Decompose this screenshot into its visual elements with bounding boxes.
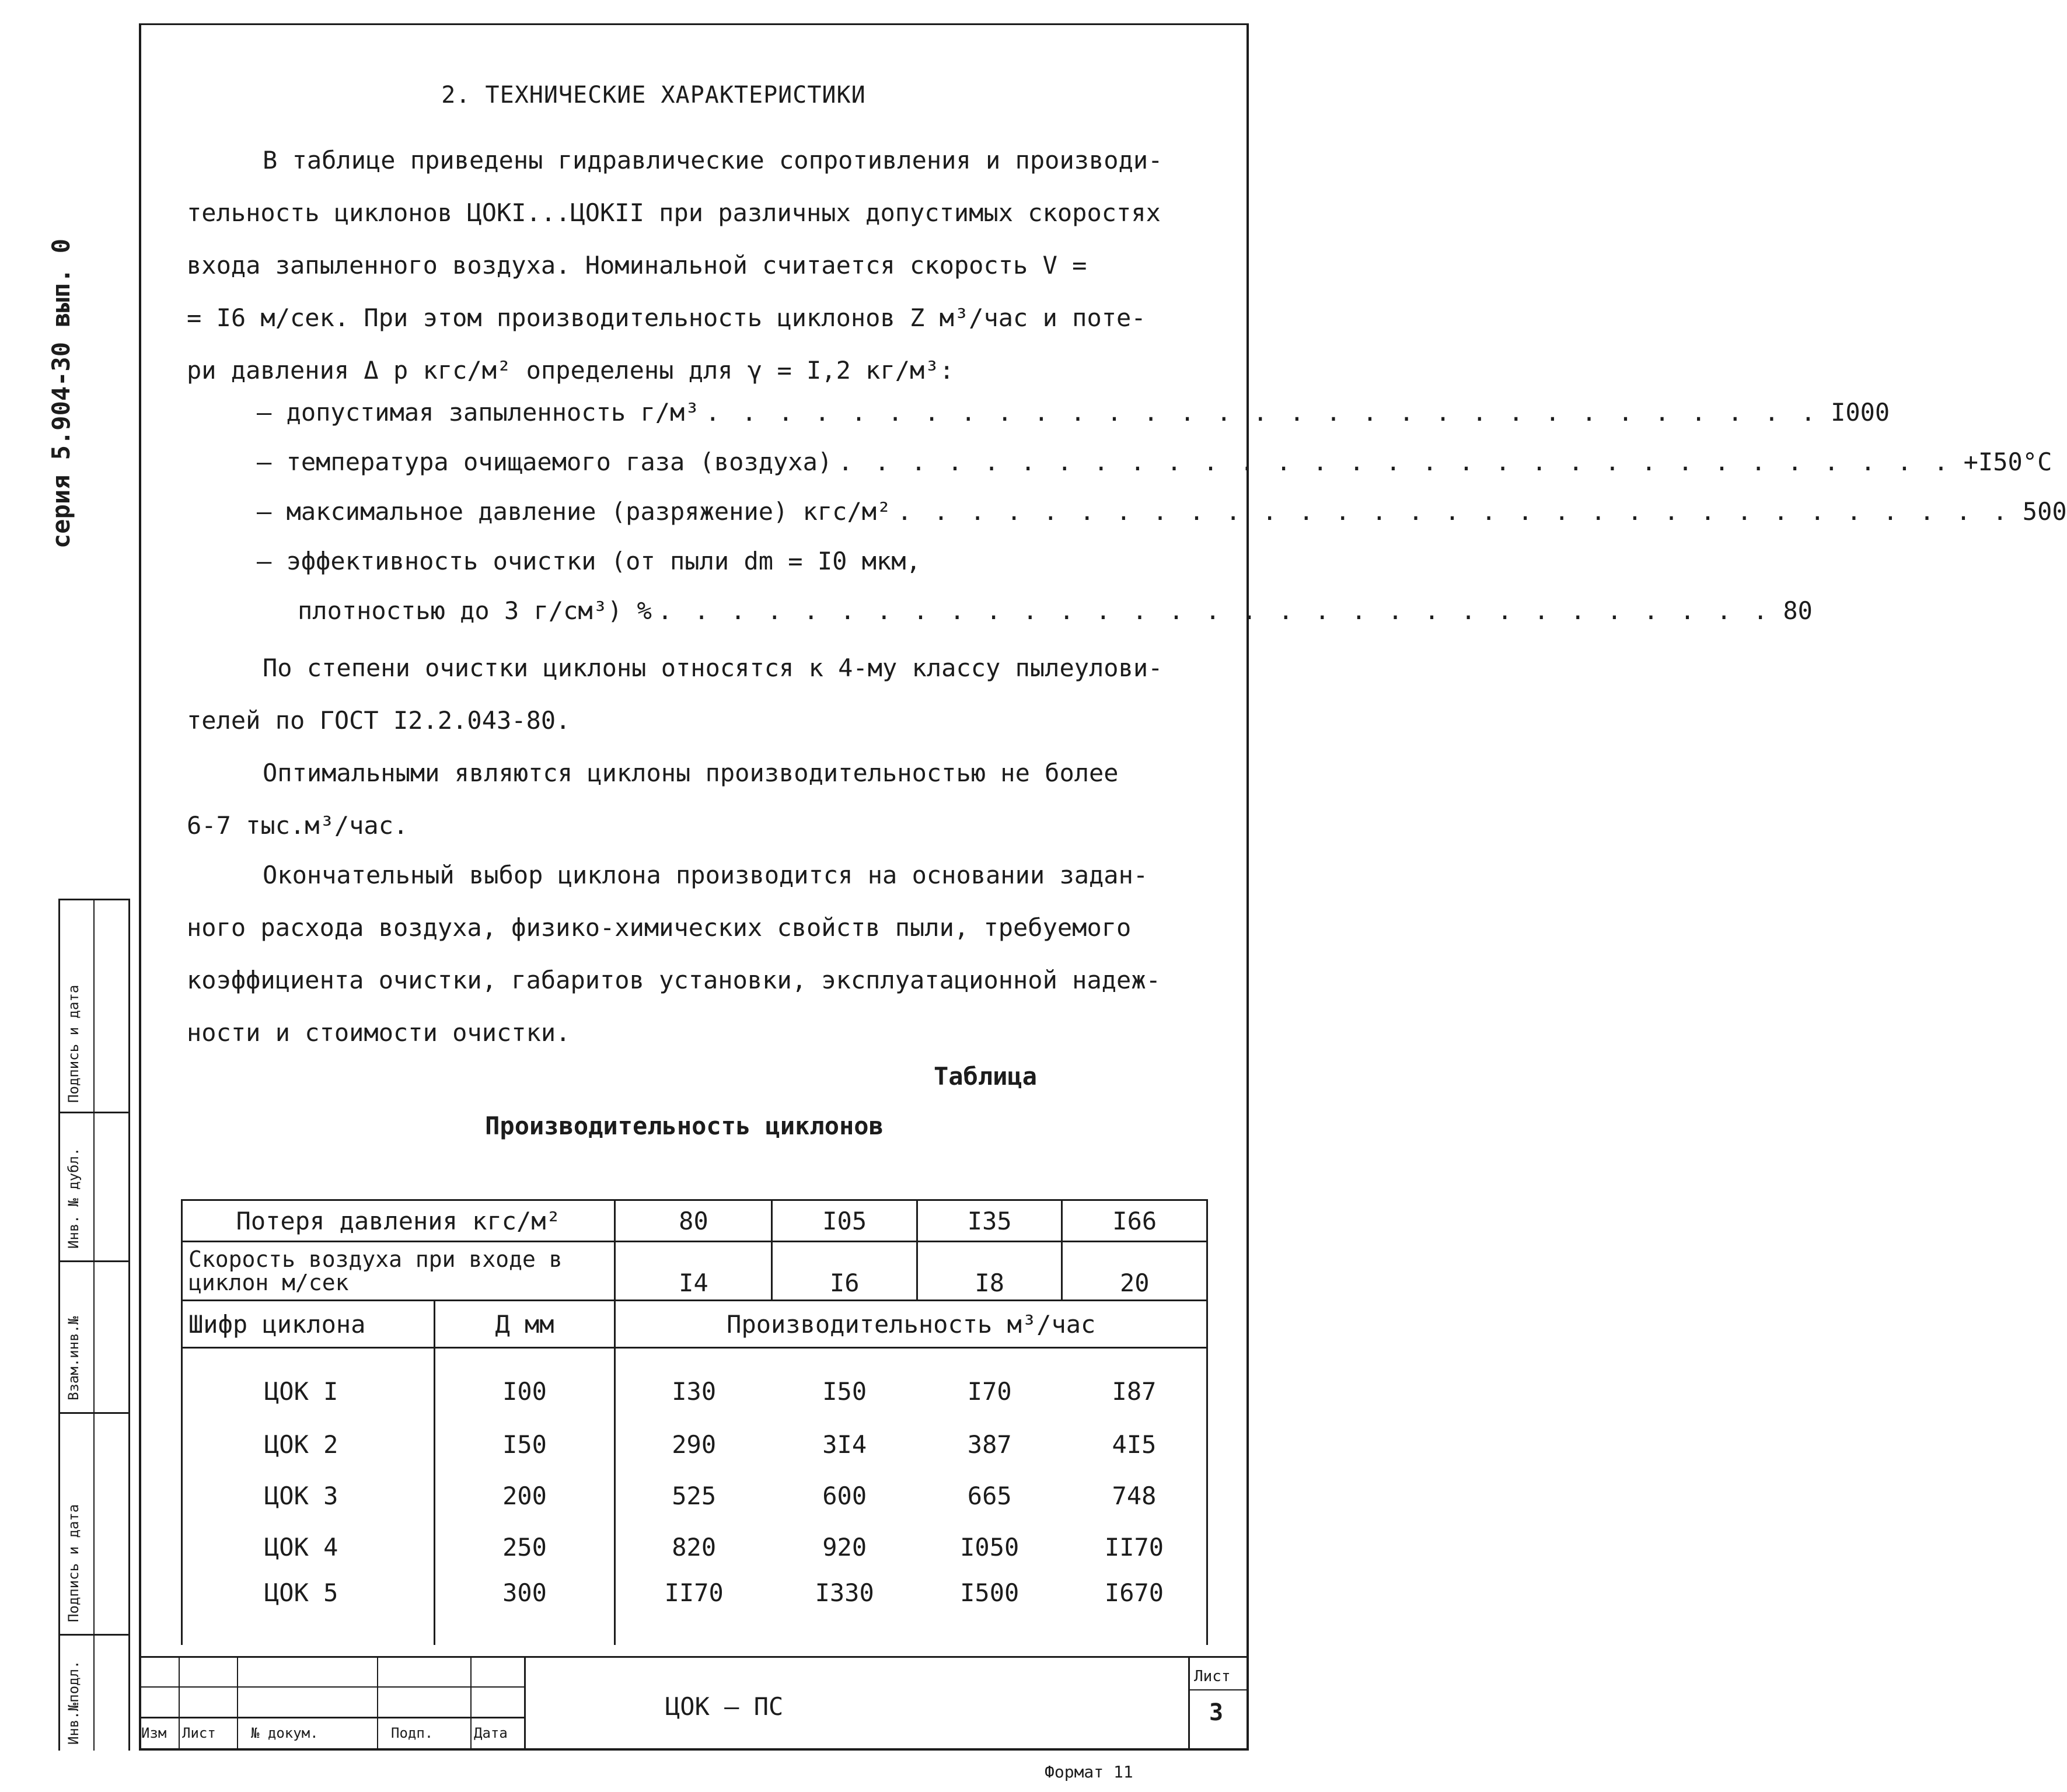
cell-d: 250 <box>434 1521 615 1573</box>
text-line: входа запыленного воздуха. Номинальной считается скорость V = <box>187 251 1087 280</box>
cell-value: I87 <box>1062 1348 1207 1419</box>
cell-value: 665 <box>967 1481 1012 1510</box>
cell-value: I330 <box>815 1578 874 1607</box>
col-perf: Производительность м³/час <box>615 1301 1207 1348</box>
cell-name: ЦОК I <box>182 1348 435 1419</box>
section-title: 2. ТЕХНИЧЕСКИЕ ХАРАКТЕРИСТИКИ <box>441 82 866 109</box>
speed-value: I8 <box>917 1242 1062 1301</box>
side-label-sign: Подпись и дата <box>65 1504 82 1622</box>
text-line: Оптимальными являются циклоны производительностью не более <box>263 759 1119 787</box>
spec-item <box>298 586 1813 635</box>
spec-item <box>257 388 1890 437</box>
cell-name: ЦОК 2 <box>182 1419 435 1470</box>
cell-value: 387 <box>967 1430 1012 1459</box>
cell-value: 820 <box>615 1521 772 1573</box>
text-line: ности и стоимости очистки. <box>187 1018 571 1047</box>
side-label-sign2: Подпись и дата <box>65 984 82 1103</box>
speed-value: I4 <box>615 1242 772 1301</box>
spec-item <box>257 438 2052 487</box>
stamp-col-line <box>179 1656 180 1749</box>
col-cipher: Шифр циклона <box>182 1301 435 1348</box>
text-line: В таблице приведены гидравлические сопротивления и производи- <box>263 146 1163 174</box>
side-label-dubl: Инв. № дубл. <box>65 1147 82 1249</box>
spec-value: I000 <box>1831 398 1890 427</box>
cell-name: ЦОК 5 <box>182 1573 435 1645</box>
cell-value: II70 <box>615 1573 772 1645</box>
speed-value: I6 <box>772 1242 917 1301</box>
cell-value: I670 <box>1062 1573 1207 1645</box>
sheet-label: Лист <box>1194 1668 1231 1685</box>
col-d: Д мм <box>434 1301 615 1348</box>
pressure-value: I35 <box>917 1200 1062 1242</box>
paragraph-optimal <box>187 747 1202 852</box>
table-label: Таблица <box>934 1062 1038 1091</box>
document-code: ЦОК – ПС <box>665 1692 784 1721</box>
cell-d: 200 <box>434 1470 615 1521</box>
cell-value: 3I4 <box>822 1430 867 1459</box>
dot-leader: . . . . . . . . . . . . . . . . . . . . . . . . . . . . . . . <box>838 448 1952 476</box>
stamp-col-line <box>237 1656 238 1749</box>
cell-value: I30 <box>615 1348 772 1419</box>
speed-value: 20 <box>1062 1242 1207 1301</box>
stamp-row-line <box>139 1717 524 1718</box>
sheet-number: 3 <box>1209 1699 1224 1726</box>
text-line: 6-7 тыс.м³/час. <box>187 811 408 840</box>
cell-value: I050 <box>960 1532 1019 1562</box>
stamp-col-izm: Изм <box>141 1725 167 1741</box>
stamp-col-line <box>1188 1656 1190 1749</box>
table-row <box>182 1470 1207 1521</box>
cell-value: 525 <box>615 1470 772 1521</box>
cell-value: I70 <box>967 1377 1012 1406</box>
stamp-col-date: Дата <box>474 1725 508 1741</box>
speed-label: Скорость воздуха при входе в циклон м/сек <box>182 1242 615 1301</box>
stamp-top <box>139 1656 1248 1658</box>
paragraph-class <box>187 642 1202 747</box>
spec-label: плотностью до 3 г/см³) % <box>298 596 652 625</box>
cell-d: I50 <box>434 1419 615 1470</box>
spec-label: – эффективность очистки (от пыли dm = I0 мкм, <box>257 547 921 575</box>
pressure-value: I05 <box>772 1200 917 1242</box>
cell-value: I50 <box>822 1377 867 1406</box>
stamp-col-line <box>377 1656 378 1749</box>
text-line: ри давления Δ р кгс/м² определены для γ = I,2 кг/м³: <box>187 356 954 385</box>
spec-label: – температура очищаемого газа (воздуха) <box>257 448 833 476</box>
cell-value: 290 <box>615 1419 772 1470</box>
cell-value: 4I5 <box>1062 1419 1207 1470</box>
stamp-col-doc: № докум. <box>251 1725 319 1741</box>
dot-leader: . . . . . . . . . . . . . . . . . . . . . . . . . . . . . . . <box>705 398 1820 427</box>
table-title: Производительность циклонов <box>485 1112 884 1140</box>
pressure-value: 80 <box>615 1200 772 1242</box>
text-line: коэффициента очистки, габаритов установки, эксплуатационной надеж- <box>187 966 1161 994</box>
stamp-col-sign: Подп. <box>391 1725 434 1741</box>
series-label: серия 5.904-30 вып. 0 <box>47 238 75 549</box>
stamp-row-line <box>139 1686 524 1688</box>
side-box-right <box>128 899 130 1751</box>
paragraph-selection <box>187 849 1202 1059</box>
text-line: телей по ГОСТ I2.2.043-80. <box>187 706 571 735</box>
spec-label: – допустимая запыленность г/м³ <box>257 398 700 427</box>
cell-value: I500 <box>960 1578 1019 1607</box>
pressure-value: I66 <box>1062 1200 1207 1242</box>
dot-leader: . . . . . . . . . . . . . . . . . . . . . . . . . . . . . . . <box>897 497 2011 526</box>
table-row <box>182 1348 1207 1419</box>
text-line: ного расхода воздуха, физико-химических свойств пыли, требуемого <box>187 913 1132 942</box>
cell-d: 300 <box>434 1573 615 1645</box>
spec-item <box>257 537 1214 586</box>
cell-d: I00 <box>434 1348 615 1419</box>
text-line: тельность циклонов ЦОКI...ЦОКII при различных допустимых скоростях <box>187 198 1161 227</box>
intro-paragraph <box>187 134 1202 397</box>
table-row <box>182 1242 1207 1301</box>
frame-top <box>139 23 1248 25</box>
table-row <box>182 1301 1207 1348</box>
side-inner <box>93 899 95 1751</box>
frame-bottom <box>139 1748 1248 1751</box>
spec-value: 80 <box>1783 596 1813 625</box>
side-label-inv: Инв.№подл. <box>65 1660 82 1745</box>
text-line: = I6 м/сек. При этом производительность циклонов Z м³/час и поте- <box>187 303 1146 332</box>
stamp-row-line <box>1188 1689 1247 1690</box>
cell-value: 748 <box>1062 1470 1207 1521</box>
dot-leader: . . . . . . . . . . . . . . . . . . . . . . . . . . . . . . . <box>657 596 1772 625</box>
frame-right <box>1247 23 1249 1751</box>
text-line: По степени очистки циклоны относятся к 4-му классу пылеулови- <box>263 654 1163 682</box>
side-box-left <box>58 899 60 1751</box>
spec-label: – максимальное давление (разряжение) кгс/м² <box>257 497 892 526</box>
stamp-col-line <box>470 1656 472 1749</box>
cell-name: ЦОК 3 <box>182 1470 435 1521</box>
performance-table <box>181 1199 1208 1645</box>
cell-name: ЦОК 4 <box>182 1521 435 1573</box>
text-line: Окончательный выбор циклона производится на основании задан- <box>263 861 1148 889</box>
cell-value: 920 <box>822 1532 867 1562</box>
table-row <box>182 1419 1207 1470</box>
cell-value: II70 <box>1062 1521 1207 1573</box>
table-row <box>182 1200 1207 1242</box>
spec-value <box>921 537 1020 586</box>
table-row <box>182 1573 1207 1645</box>
stamp-col-line <box>524 1656 526 1749</box>
side-label-vzam: Взам.инв.№ <box>65 1316 82 1400</box>
stamp-col-list: Лист <box>182 1725 216 1741</box>
spec-value: +I50°C <box>1963 448 2052 476</box>
table-row <box>182 1521 1207 1573</box>
format-label: Формат 11 <box>1045 1762 1133 1781</box>
spec-value: 500 <box>2022 497 2067 526</box>
spec-item <box>257 487 2067 536</box>
frame-left <box>139 23 141 1751</box>
pressure-label: Потеря давления кгс/м² <box>182 1200 615 1242</box>
cell-value: 600 <box>822 1481 867 1510</box>
